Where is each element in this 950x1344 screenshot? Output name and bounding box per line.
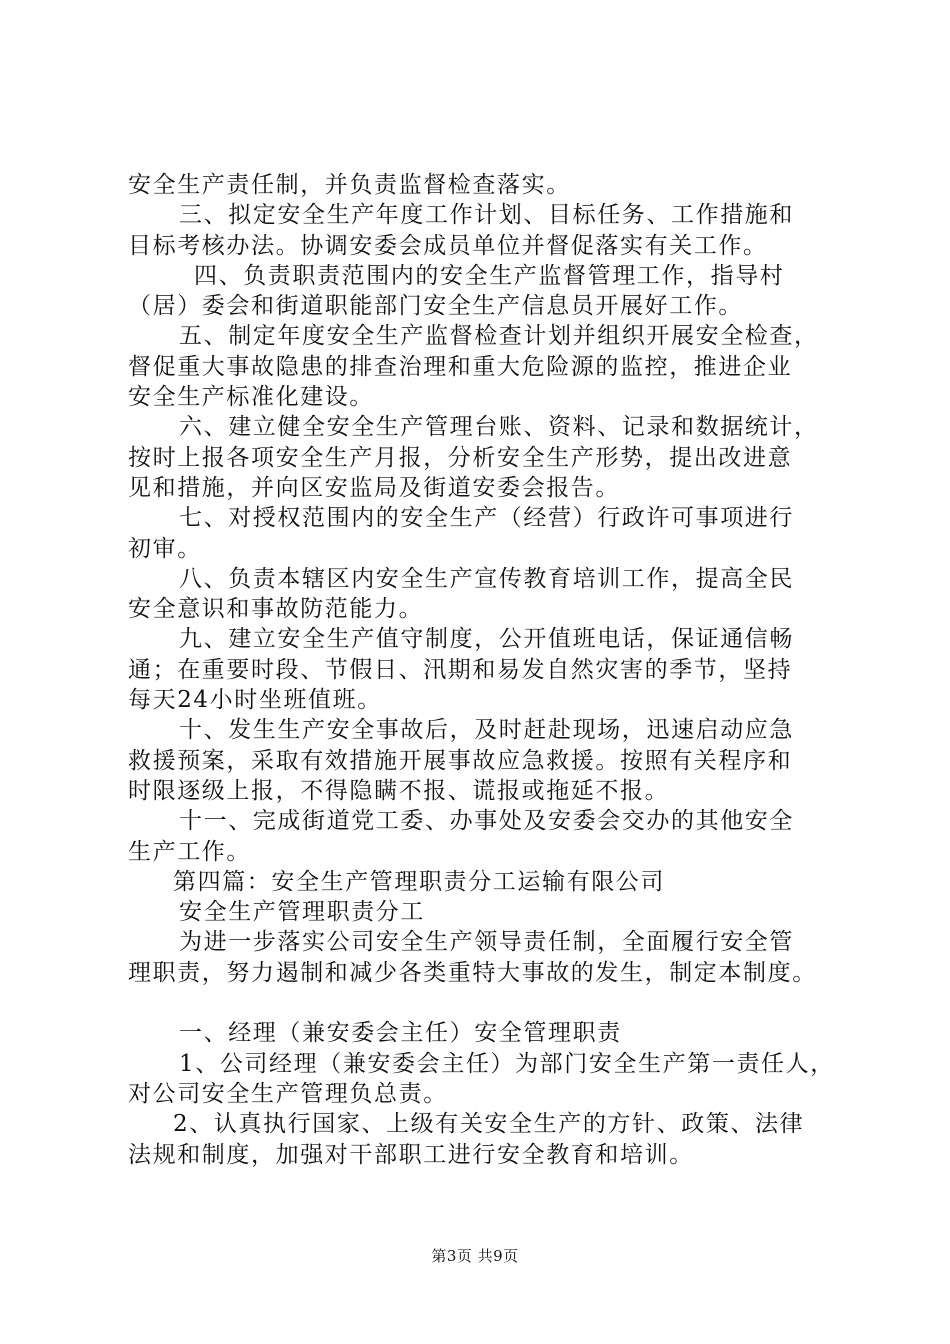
text-line: 为进一步落实公司安全生产领导责任制，全面履行安全管 [179, 929, 794, 956]
text-line: 九、建立安全生产值守制度，公开值班电话，保证通信畅 [179, 626, 794, 653]
text-line: 五、制定年度安全生产监督检查计划并组织开展安全检查， [179, 323, 819, 350]
text-line: 按时上报各项安全生产月报，分析安全生产形势，提出改进意 [128, 444, 793, 471]
text-line: 救援预案，采取有效措施开展事故应急救援。按照有关程序和 [128, 747, 793, 774]
text-line: 督促重大事故隐患的排查治理和重大危险源的监控，推进企业 [128, 353, 793, 380]
text-line: 六、建立健全安全生产管理台账、资料、记录和数据统计， [179, 414, 819, 441]
text-line: 十一、完成街道党工委、办事处及安委会交办的其他安全 [179, 808, 794, 835]
text-line: 七、对授权范围内的安全生产（经营）行政许可事项进行 [179, 505, 794, 532]
text-line: 初审。 [128, 535, 202, 562]
text-line: 生产工作。 [128, 838, 251, 865]
text-line: 三、拟定安全生产年度工作计划、目标任务、工作措施和 [179, 202, 794, 229]
text-line: 安全生产标准化建设。 [128, 384, 374, 411]
section-subtitle: 安全生产管理职责分工 [179, 899, 425, 926]
text-line: 法规和制度，加强对干部职工进行安全教育和培训。 [128, 1141, 694, 1168]
document-body [128, 170, 846, 1170]
text-line: （居）委会和街道职能部门安全生产信息员开展好工作。 [128, 293, 743, 320]
text-line: 十、发生生产安全事故后，及时赶赴现场，迅速启动应急 [179, 717, 794, 744]
text-line: 1、公司经理（兼安委会主任）为部门安全生产第一责任人， [179, 1050, 835, 1077]
text-line: 对公司安全生产管理负总责。 [128, 1080, 448, 1107]
text-line: 每天24小时坐班值班。 [128, 687, 382, 714]
text-line: 一、经理（兼安委会主任）安全管理职责 [179, 1020, 622, 1047]
text-line: 四、负责职责范围内的安全生产监督管理工作，指导村 [194, 262, 785, 289]
text-line: 八、负责本辖区内安全生产宣传教育培训工作，提高全民 [179, 565, 794, 592]
text-line: 理职责，努力遏制和减少各类重特大事故的发生，制定本制度。 [128, 959, 817, 986]
page-number: 第3页 共9页 [431, 1247, 519, 1265]
paragraph-gap [128, 988, 846, 1018]
text-line: 通；在重要时段、节假日、汛期和易发自然灾害的季节，坚持 [128, 656, 793, 683]
text-line: 时限逐级上报，不得隐瞒不报、谎报或拖延不报。 [128, 777, 670, 804]
text-line: 安全意识和事故防范能力。 [128, 596, 424, 623]
text-line: 目标考核办法。协调安委会成员单位并督促落实有关工作。 [128, 232, 768, 259]
text-line: 见和措施，并向区安监局及街道安委会报告。 [128, 474, 620, 501]
text-line: 安全生产责任制，并负责监督检查落实。 [128, 172, 571, 198]
text-line: 2、认真执行国家、上级有关安全生产的方针、政策、法律 [173, 1111, 805, 1138]
section-title: 第四篇：安全生产管理职责分工运输有限公司 [173, 868, 665, 895]
